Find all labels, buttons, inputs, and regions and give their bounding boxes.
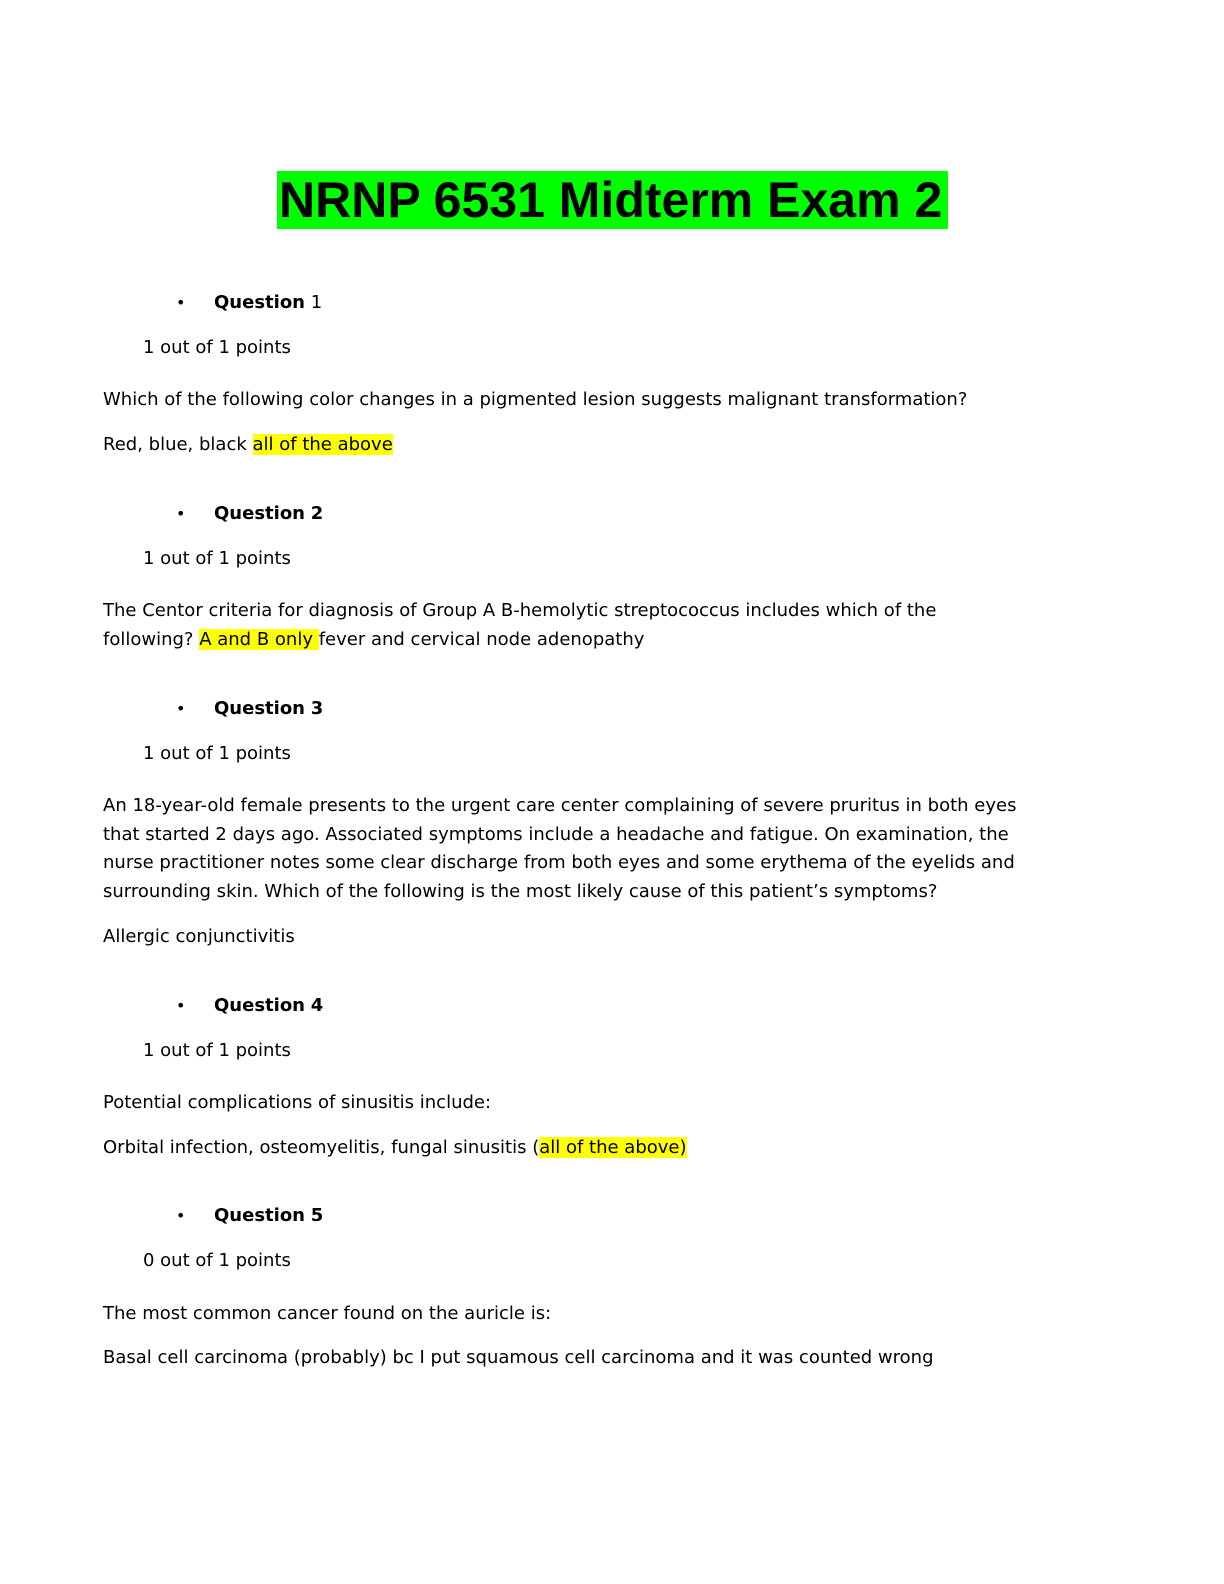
question-label: Question [214, 292, 305, 313]
question-5-answer: Basal cell carcinoma (probably) bc I put squamous cell carcinoma and it was counted wrong [103, 1347, 934, 1368]
question-3-heading [176, 697, 323, 721]
bullet-icon: • [176, 699, 186, 718]
page-title: NRNP 6531 Midterm Exam 2 [277, 171, 948, 229]
question-1-answer [103, 431, 1023, 460]
question-3-points: 1 out of 1 points [143, 743, 291, 764]
prompt-line: that started 2 days ago. Associated symptoms include a headache and fatigue. On examination, the [103, 823, 1009, 845]
question-4-heading [176, 994, 323, 1018]
question-2-points: 1 out of 1 points [143, 548, 291, 569]
question-label: Question [214, 698, 305, 719]
prompt-line: surrounding skin. Which of the following is the most likely cause of this patient’s symptoms? [103, 880, 938, 902]
answer-highlight: A and B only [199, 628, 319, 650]
answer-text: Red, blue, black [103, 434, 253, 455]
question-label: Question [214, 1205, 305, 1226]
bullet-icon: • [176, 293, 186, 312]
question-5-heading [176, 1204, 323, 1228]
answer-highlight: all of the above [252, 434, 393, 455]
answer-highlight: all of the above) [539, 1137, 687, 1158]
question-4-points: 1 out of 1 points [143, 1040, 291, 1061]
question-4-answer [103, 1134, 1023, 1163]
answer-text: Orbital infection, osteomyelitis, fungal sinusitis ( [103, 1137, 540, 1158]
prompt-line: The Centor criteria for diagnosis of Group A B-hemolytic streptococcus includes which of the [103, 600, 937, 621]
question-1-heading [176, 291, 322, 315]
bullet-icon: • [176, 996, 186, 1015]
question-5-prompt: The most common cancer found on the auricle is: [103, 1303, 552, 1324]
prompt-text: following? [103, 628, 200, 650]
question-number: 5 [310, 1205, 324, 1226]
question-5-points: 0 out of 1 points [143, 1250, 291, 1271]
prompt-line: An 18-year-old female presents to the urgent care center complaining of severe pruritus in both eyes [103, 795, 1017, 816]
question-3-answer: Allergic conjunctivitis [103, 926, 295, 947]
prompt-line: nurse practitioner notes some clear discharge from both eyes and some erythema of the eyelids and [103, 852, 1015, 873]
question-3-prompt [103, 792, 1023, 906]
question-2-prompt [103, 597, 1023, 654]
bullet-icon: • [176, 1206, 186, 1225]
prompt-text: fever and cervical node adenopathy [318, 628, 645, 650]
question-number: 2 [310, 503, 324, 524]
question-number: 4 [310, 995, 324, 1016]
bullet-icon: • [176, 504, 186, 523]
question-label: Question [214, 503, 305, 524]
question-2-heading [176, 502, 323, 526]
question-number: 3 [310, 698, 324, 719]
question-1-points: 1 out of 1 points [143, 337, 291, 358]
question-1-prompt: Which of the following color changes in a pigmented lesion suggests malignant transformation? [103, 389, 968, 410]
prompt-line [103, 626, 1023, 655]
question-number: 1 [310, 292, 323, 313]
question-label: Question [214, 995, 305, 1016]
question-4-prompt: Potential complications of sinusitis include: [103, 1092, 492, 1113]
